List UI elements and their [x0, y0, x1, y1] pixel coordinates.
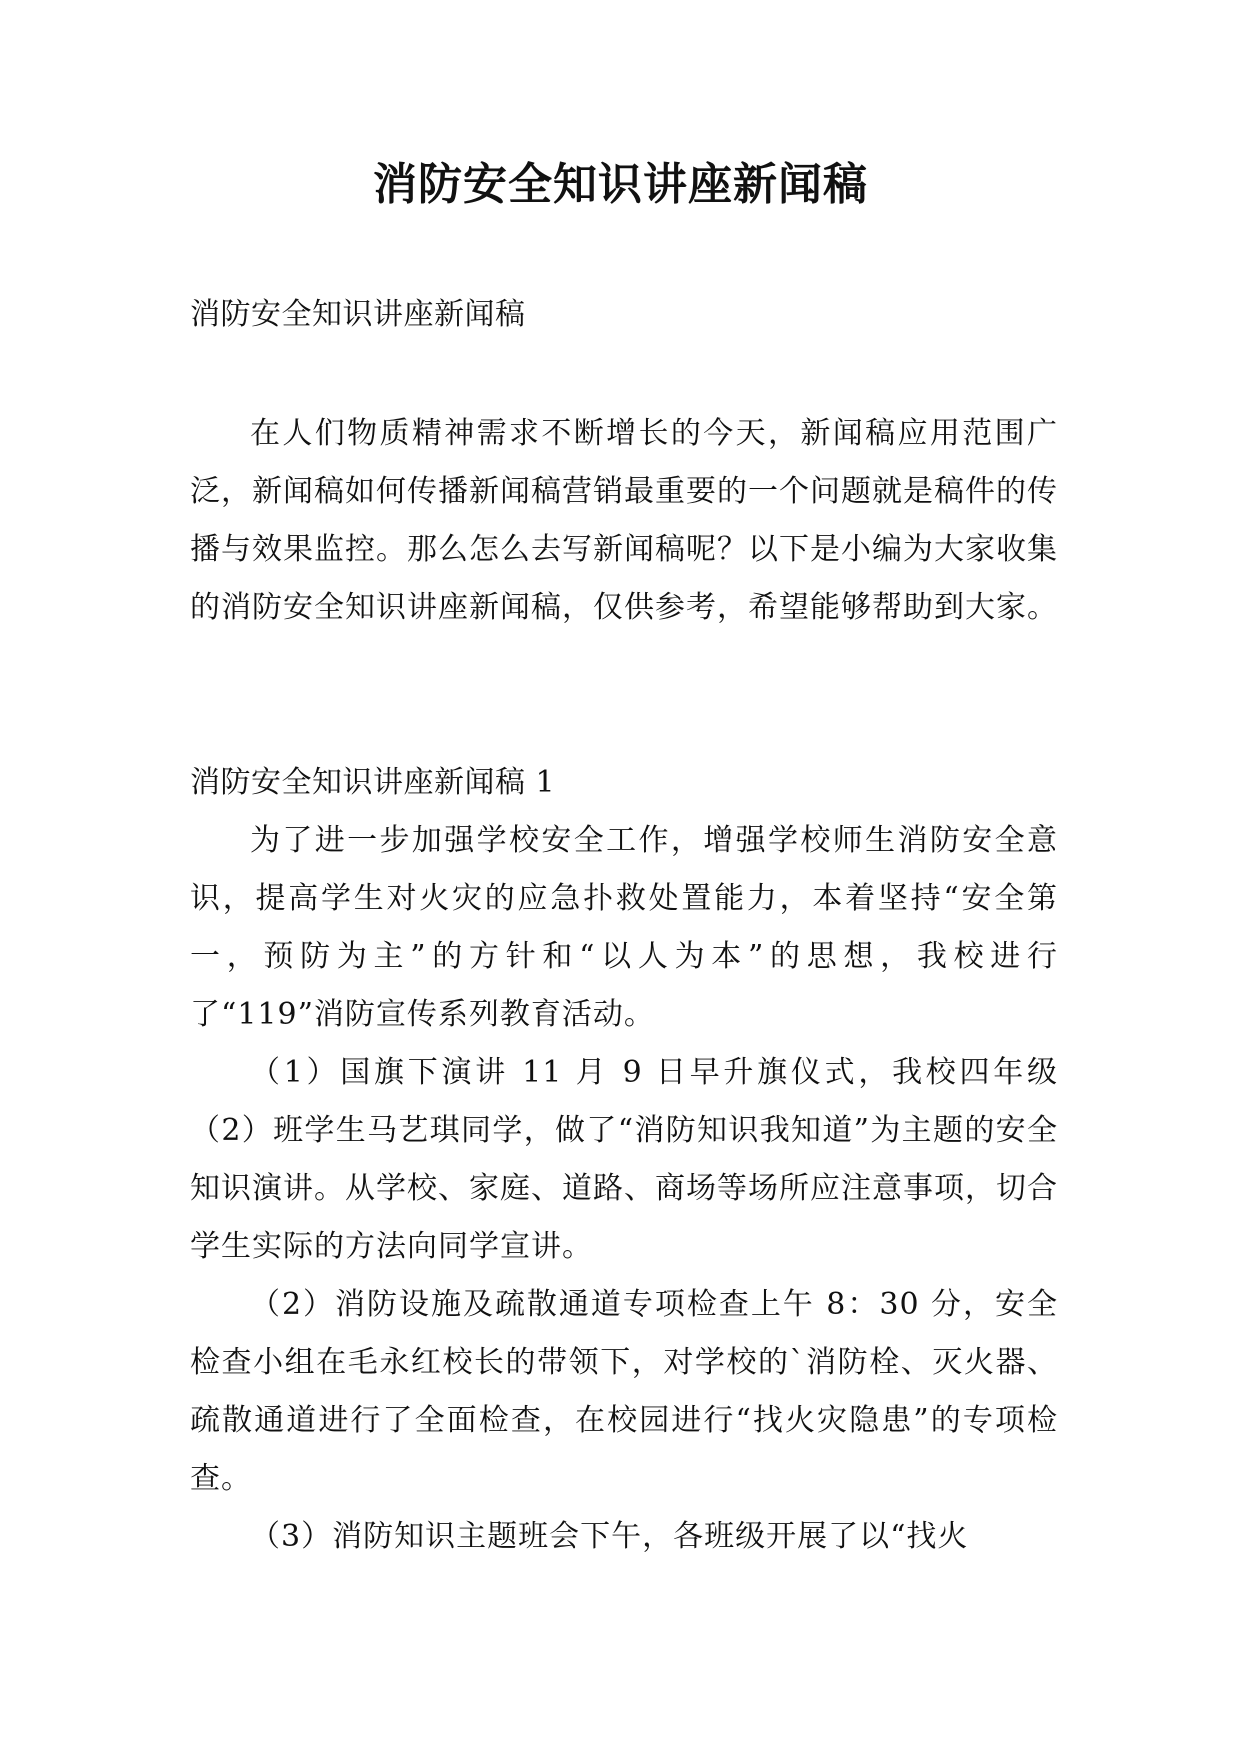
- paragraph-3: （2）消防设施及疏散通道专项检查上午 8：30 分，安全检查小组在毛永红校长的带领下，对学校的`消防栓、灭火器、疏散通道进行了全面检查，在校园进行“找火灾隐患”的专项检查。: [190, 1287, 1058, 1496]
- document-subtitle: 消防安全知识讲座新闻稿: [190, 297, 526, 332]
- section-body: [190, 812, 1058, 1566]
- paragraph-1: 为了进一步加强学校安全工作，增强学校师生消防安全意识，提高学生对火灾的应急扑救处置能力，本着坚持“安全第一，预防为主”的方针和“以人为本”的思想，我校进行了“119”消防宣传系列教育活动。: [190, 823, 1058, 1032]
- intro-paragraph: 在人们物质精神需求不断增长的今天，新闻稿应用范围广泛，新闻稿如何传播新闻稿营销最重要的一个问题就是稿件的传播与效果监控。那么怎么去写新闻稿呢？以下是小编为大家收集的消防安全知识讲座新闻稿，仅供参考，希望能够帮助到大家。: [190, 416, 1058, 625]
- paragraph-2: （1）国旗下演讲 11 月 9 日早升旗仪式，我校四年级（2）班学生马艺琪同学，做了“消防知识我知道”为主题的安全知识演讲。从学校、家庭、道路、商场等场所应注意事项，切合学生实际的方法向同学宣讲。: [190, 1055, 1058, 1264]
- paragraph-4: （3）消防知识主题班会下午，各班级开展了以“找火: [250, 1519, 969, 1554]
- section-heading: 消防安全知识讲座新闻稿 1: [190, 765, 556, 800]
- document-title: 消防安全知识讲座新闻稿: [373, 159, 868, 210]
